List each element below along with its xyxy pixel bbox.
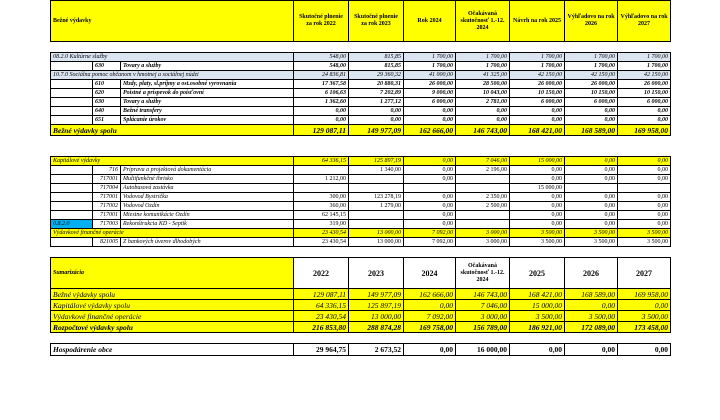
value-cell	[294, 166, 349, 175]
value-cell: 10 150,00	[565, 89, 618, 98]
value-cell: 26 000,00	[618, 80, 671, 89]
value-cell: 3 500,00	[618, 238, 671, 247]
value-cell: 1 700,00	[618, 62, 671, 71]
hospodarenie-row	[51, 344, 671, 356]
item-label: Tovary a služby	[121, 98, 294, 107]
value-cell: 6 000,00	[404, 98, 456, 107]
value-cell: 3 500,00	[565, 311, 618, 322]
value-cell: 20 880,31	[349, 80, 404, 89]
indent-cell	[51, 89, 93, 98]
indent-cell	[51, 238, 93, 247]
value-cell: 2 500,00	[456, 202, 510, 211]
value-cell: 23 430,54	[294, 238, 349, 247]
table-row	[51, 220, 671, 229]
value-cell: 3 500,00	[565, 238, 618, 247]
value-cell: 41 325,00	[456, 71, 510, 80]
value-cell: 815,85	[349, 53, 404, 62]
value-cell: 6 000,00	[510, 98, 565, 107]
table-row	[51, 80, 671, 89]
value-cell: 64 336,15	[294, 157, 349, 166]
summary-label: Bežné výdavky spolu	[51, 289, 294, 300]
value-cell: 6 000,00	[565, 98, 618, 107]
item-code: 717001	[93, 175, 121, 184]
value-cell: 1 277,12	[349, 98, 404, 107]
value-cell	[349, 175, 404, 184]
value-cell: 0,00	[618, 107, 671, 116]
header-row	[51, 1, 671, 42]
item-code: 716	[93, 166, 121, 175]
value-cell: 0,00	[404, 300, 456, 311]
value-cell: 360,00	[294, 202, 349, 211]
value-cell: 0,00	[618, 202, 671, 211]
value-cell: 42 150,00	[510, 71, 565, 80]
value-cell: 173 458,00	[618, 322, 671, 333]
value-cell: 0,00	[565, 166, 618, 175]
summary-year: 2023	[349, 258, 404, 289]
spacer	[51, 146, 671, 157]
value-cell: 0,00	[510, 193, 565, 202]
item-code: 717001	[93, 211, 121, 220]
spacer-row	[51, 42, 671, 53]
value-cell: 0,00	[456, 116, 510, 125]
value-cell: 0,00	[510, 202, 565, 211]
item-label: Autobusová zastávka	[121, 184, 294, 193]
value-cell: 319,00	[294, 220, 349, 229]
value-cell: 0,00	[565, 300, 618, 311]
value-cell: 548,00	[294, 62, 349, 71]
value-cell: 0,00	[404, 175, 456, 184]
budget-sheet	[50, 0, 670, 356]
value-cell	[349, 220, 404, 229]
value-cell: 10 150,00	[510, 89, 565, 98]
value-cell: 3 500,00	[618, 311, 671, 322]
value-cell: 13 000,00	[349, 311, 404, 322]
indent-cell	[51, 62, 93, 71]
value-cell: 0,00	[565, 344, 618, 356]
value-cell	[349, 211, 404, 220]
value-cell: 186 921,00	[510, 322, 565, 333]
table-row	[51, 238, 671, 247]
value-cell: 1 700,00	[565, 53, 618, 62]
value-cell: 10 150,00	[618, 89, 671, 98]
value-cell	[618, 184, 671, 193]
value-cell: 168 589,00	[565, 125, 618, 136]
summary-year: 2024	[404, 258, 456, 289]
section-row	[51, 157, 671, 166]
table-row	[51, 116, 671, 125]
value-cell: 288 874,28	[349, 322, 404, 333]
indent-cell	[51, 116, 93, 125]
value-cell: 7 046,00	[456, 157, 510, 166]
spacer	[51, 247, 671, 258]
table-row	[51, 107, 671, 116]
value-cell: 3 000,00	[456, 229, 510, 238]
item-code: 630	[93, 98, 121, 107]
value-cell	[456, 220, 510, 229]
value-cell: 169 758,00	[404, 322, 456, 333]
indent-cell: 0.8.2.0	[51, 220, 93, 229]
value-cell	[349, 184, 404, 193]
value-cell: 156 789,00	[456, 322, 510, 333]
table-row	[51, 202, 671, 211]
item-code: 620	[93, 89, 121, 98]
value-cell: 146 743,00	[456, 289, 510, 300]
value-cell: 129 087,11	[294, 125, 349, 136]
summary-title: Sumarizácia	[51, 258, 294, 289]
summary-label: Rozpočtové výdavky spolu	[51, 322, 294, 333]
value-cell: 0,00	[404, 107, 456, 116]
summary-label: Výdavkové finančné operácie	[51, 311, 294, 322]
value-cell	[456, 175, 510, 184]
item-label: Príprava a projektová dokumentácia	[121, 166, 294, 175]
value-cell: 13 000,00	[349, 229, 404, 238]
value-cell: 168 421,00	[510, 125, 565, 136]
value-cell: 125 897,19	[349, 300, 404, 311]
value-cell: 0,00	[618, 166, 671, 175]
value-cell: 815,85	[349, 62, 404, 71]
value-cell: 0,00	[404, 166, 456, 175]
section-label: Kapitálové výdavky	[51, 157, 294, 166]
value-cell: 0,00	[618, 175, 671, 184]
value-cell	[456, 184, 510, 193]
value-cell: 0,00	[565, 202, 618, 211]
value-cell: 3 000,00	[456, 311, 510, 322]
value-cell: 0,00	[510, 220, 565, 229]
value-cell: 168 589,00	[565, 289, 618, 300]
header-col: Skutočné plnenie za rok 2022	[294, 1, 349, 42]
indent-cell	[51, 98, 93, 107]
header-title: Bežné výdavky	[51, 1, 294, 42]
summary-row	[51, 300, 671, 311]
item-code: 717002	[93, 202, 121, 211]
table-row	[51, 62, 671, 71]
value-cell: 7 092,00	[404, 229, 456, 238]
summary-header-row	[51, 258, 671, 289]
item-code: 821005	[93, 238, 121, 247]
value-cell: 29 964,75	[294, 344, 349, 356]
value-cell: 1 362,60	[294, 98, 349, 107]
item-label: Vodovod Bystrička	[121, 193, 294, 202]
value-cell: 0,00	[456, 107, 510, 116]
indent-cell	[51, 166, 93, 175]
budget-table	[50, 0, 671, 356]
spacer-row	[51, 146, 671, 157]
value-cell: 1 700,00	[404, 53, 456, 62]
value-cell: 1 700,00	[510, 62, 565, 71]
value-cell: 0,00	[510, 175, 565, 184]
item-label: Tovary a služby	[121, 62, 294, 71]
value-cell: 1 700,00	[510, 53, 565, 62]
value-cell: 1 700,00	[456, 53, 510, 62]
summary-row	[51, 311, 671, 322]
item-code: 640	[93, 107, 121, 116]
spacer	[51, 136, 671, 147]
value-cell: 7 046,00	[456, 300, 510, 311]
value-cell: 1 700,00	[565, 62, 618, 71]
value-cell: 0,00	[510, 211, 565, 220]
value-cell: 146 743,00	[456, 125, 510, 136]
value-cell: 13 000,00	[349, 238, 404, 247]
value-cell: 169 958,00	[618, 125, 671, 136]
section-label: 08.2.0 Kultúrne služby	[51, 53, 294, 62]
value-cell: 0,00	[510, 166, 565, 175]
value-cell: 0,00	[565, 107, 618, 116]
value-cell: 26 000,00	[404, 80, 456, 89]
section-row	[51, 229, 671, 238]
value-cell: 0,00	[565, 157, 618, 166]
value-cell: 168 421,00	[510, 289, 565, 300]
value-cell: 125 897,19	[349, 157, 404, 166]
spacer	[51, 333, 671, 344]
value-cell: 0,00	[404, 344, 456, 356]
value-cell: 216 853,80	[294, 322, 349, 333]
summary-year: 2027	[618, 258, 671, 289]
value-cell: 7 202,89	[349, 89, 404, 98]
indent-cell	[51, 184, 93, 193]
value-cell: 0,00	[294, 116, 349, 125]
item-label: Vodovod Ozdín	[121, 202, 294, 211]
value-cell: 3 500,00	[510, 238, 565, 247]
indent-cell	[51, 211, 93, 220]
value-cell: 10 043,00	[456, 89, 510, 98]
value-cell: 62 145,15	[294, 211, 349, 220]
summary-row	[51, 289, 671, 300]
value-cell: 0,00	[618, 193, 671, 202]
item-code: 651	[93, 116, 121, 125]
value-cell: 2 673,52	[349, 344, 404, 356]
value-cell: 3 000,00	[456, 238, 510, 247]
summary-row	[51, 322, 671, 333]
item-label: Multifunkčné ihrisko	[121, 175, 294, 184]
spacer-row	[51, 136, 671, 147]
table-row	[51, 184, 671, 193]
hospodarenie-label: Hospodárenie obce	[51, 344, 294, 356]
table-row	[51, 53, 671, 62]
value-cell: 0,00	[618, 220, 671, 229]
value-cell: 7 092,00	[404, 311, 456, 322]
value-cell: 3 500,00	[618, 229, 671, 238]
value-cell: 0,00	[349, 107, 404, 116]
value-cell: 0,00	[565, 211, 618, 220]
item-code: 717004	[93, 184, 121, 193]
table-row	[51, 71, 671, 80]
value-cell: 0,00	[565, 175, 618, 184]
value-cell: 3 500,00	[565, 229, 618, 238]
value-cell: 15 000,00	[510, 184, 565, 193]
value-cell: 0,00	[618, 344, 671, 356]
value-cell: 548,00	[294, 53, 349, 62]
value-cell: 1 212,00	[294, 175, 349, 184]
value-cell: 0,00	[618, 211, 671, 220]
value-cell: 0,00	[349, 116, 404, 125]
value-cell: 6 000,00	[618, 98, 671, 107]
value-cell: 6 106,63	[294, 89, 349, 98]
table-row	[51, 89, 671, 98]
value-cell: 3 500,00	[510, 311, 565, 322]
value-cell: 129 087,11	[294, 289, 349, 300]
value-cell: 149 977,09	[349, 125, 404, 136]
value-cell: 42 150,00	[565, 71, 618, 80]
value-cell: 0,00	[618, 300, 671, 311]
header-col: Výhľadovo na rok 2027	[618, 1, 671, 42]
value-cell	[565, 184, 618, 193]
value-cell	[456, 211, 510, 220]
table-row	[51, 98, 671, 107]
header-col: Skutočné plnenie za rok 2023	[349, 1, 404, 42]
value-cell: 0,00	[565, 193, 618, 202]
spacer	[51, 42, 671, 53]
value-cell: 41 000,00	[404, 71, 456, 80]
indent-cell	[51, 107, 93, 116]
value-cell: 169 958,00	[618, 289, 671, 300]
value-cell: 1 279,00	[349, 202, 404, 211]
value-cell: 0,00	[404, 193, 456, 202]
item-label: Splácanie úrokov	[121, 116, 294, 125]
value-cell: 300,00	[294, 193, 349, 202]
table-row	[51, 211, 671, 220]
value-cell: 2 350,00	[456, 193, 510, 202]
value-cell: 26 000,00	[565, 80, 618, 89]
value-cell: 2 196,00	[456, 166, 510, 175]
value-cell: 24 836,81	[294, 71, 349, 80]
value-cell: 16 000,00	[456, 344, 510, 356]
summary-year: 2022	[294, 258, 349, 289]
value-cell: 0,00	[510, 116, 565, 125]
indent-cell	[51, 80, 93, 89]
item-code: 717003	[93, 220, 121, 229]
value-cell: 0,00	[618, 157, 671, 166]
total-label: Bežné výdavky spolu	[51, 125, 294, 136]
value-cell: 23 430,54	[294, 311, 349, 322]
value-cell: 0,00	[404, 220, 456, 229]
table-row	[51, 175, 671, 184]
value-cell: 42 150,00	[618, 71, 671, 80]
header-col: Rok 2024	[404, 1, 456, 42]
summary-year: 2025	[510, 258, 565, 289]
section-label: 10.7.0 Sociálna pomoc občanom v hmotnej a sociálnej núdzi	[51, 71, 294, 80]
item-code: 717001	[93, 193, 121, 202]
value-cell: 64 336,15	[294, 300, 349, 311]
value-cell: 28 500,00	[456, 80, 510, 89]
value-cell: 0,00	[404, 116, 456, 125]
spacer-row	[51, 333, 671, 344]
value-cell: 162 666,00	[404, 125, 456, 136]
header-col: Návrh na rok 2025	[510, 1, 565, 42]
value-cell: 0,00	[404, 202, 456, 211]
value-cell: 162 666,00	[404, 289, 456, 300]
summary-year: Očakávaná skutočnosť 1.-12. 2024	[456, 258, 510, 289]
value-cell: 2 781,00	[456, 98, 510, 107]
spacer-row	[51, 247, 671, 258]
header-col: Očakávaná skutočnosť 1.-12. 2024	[456, 1, 510, 42]
total-row	[51, 125, 671, 136]
value-cell: 3 500,00	[510, 229, 565, 238]
item-code: 610	[93, 80, 121, 89]
item-code: 630	[93, 62, 121, 71]
header-col: Výhľadovo na rok 2026	[565, 1, 618, 42]
item-label: Miestne komunikácie Ozdín	[121, 211, 294, 220]
indent-cell	[51, 202, 93, 211]
item-label: Mzdy, platy, sl.príjmy a ost.osobné vyrovnania	[121, 80, 294, 89]
value-cell: 7 092,00	[404, 238, 456, 247]
value-cell: 149 977,09	[349, 289, 404, 300]
value-cell: 172 089,00	[565, 322, 618, 333]
value-cell	[404, 184, 456, 193]
value-cell: 0,00	[404, 211, 456, 220]
value-cell: 15 000,00	[510, 157, 565, 166]
indent-cell	[51, 193, 93, 202]
value-cell: 1 700,00	[618, 53, 671, 62]
value-cell: 23 430,54	[294, 229, 349, 238]
value-cell: 0,00	[294, 107, 349, 116]
value-cell: 123 278,19	[349, 193, 404, 202]
value-cell: 1 700,00	[456, 62, 510, 71]
summary-year: 2026	[565, 258, 618, 289]
value-cell: 1 340,00	[349, 166, 404, 175]
indent-cell	[51, 175, 93, 184]
value-cell: 0,00	[510, 344, 565, 356]
item-label: Poistné a príspevok do poisťovní	[121, 89, 294, 98]
value-cell	[294, 184, 349, 193]
value-cell: 29 360,32	[349, 71, 404, 80]
item-label: Rekonštrukcia KD - Septik	[121, 220, 294, 229]
value-cell: 0,00	[618, 116, 671, 125]
table-row	[51, 166, 671, 175]
value-cell: 0,00	[510, 107, 565, 116]
table-row	[51, 193, 671, 202]
item-label: Bežné transfery	[121, 107, 294, 116]
value-cell: 26 000,00	[510, 80, 565, 89]
value-cell: 9 000,00	[404, 89, 456, 98]
value-cell: 0,00	[404, 157, 456, 166]
value-cell: 0,00	[565, 116, 618, 125]
value-cell: 0,00	[565, 220, 618, 229]
section-label: Výdavkové finančné operácie	[51, 229, 294, 238]
summary-label: Kapitálové výdavky spolu	[51, 300, 294, 311]
value-cell: 1 700,00	[404, 62, 456, 71]
value-cell: 17 367,58	[294, 80, 349, 89]
value-cell: 15 000,00	[510, 300, 565, 311]
item-label: Z bankových úverov dlhodobých	[121, 238, 294, 247]
